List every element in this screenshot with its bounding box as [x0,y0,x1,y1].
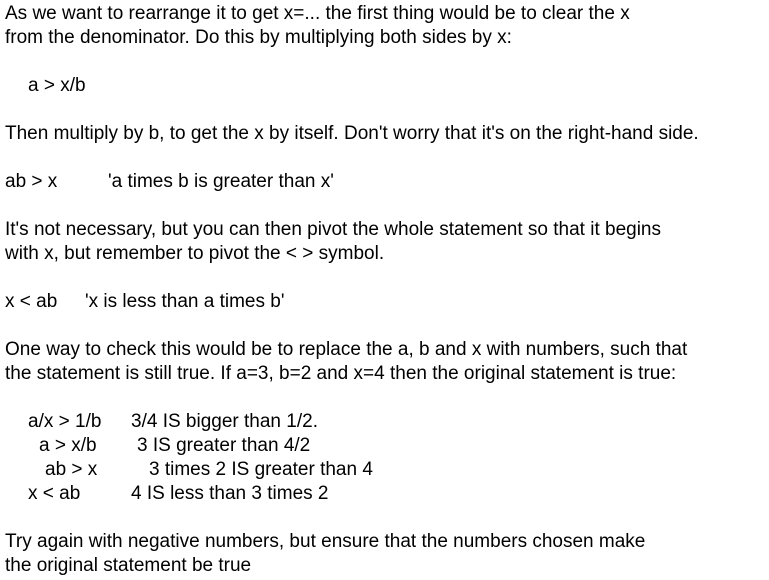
spacer [5,194,769,218]
spacer [5,98,769,122]
check-row [5,434,769,458]
step3-expression: x < ab [5,291,58,312]
spacer [5,266,769,290]
check-row [5,410,769,434]
pivot-line-2: with x, but remember to pivot the < > symbol. [5,243,385,264]
spacer [5,50,769,74]
pivot-line-1: It's not necessary, but you can then pivot the whole statement so that it begins [5,219,661,240]
closing-line-1: Try again with negative numbers, but ensure that the numbers chosen make [5,531,646,552]
check-line-1: One way to check this would be to replace the a, b and x with numbers, such that [5,339,688,360]
check-expression: x < ab [28,483,81,504]
step2-expression: ab > x [5,171,58,192]
intro-line-2: from the denominator. Do this by multiplying both sides by x: [5,27,512,48]
check-note: 3 IS greater than 4/2 [137,435,311,456]
spacer [5,506,769,530]
step3-comment: 'x is less than a times b' [85,291,285,312]
step1-row [5,74,769,98]
check-expression: a > x/b [39,435,97,456]
check-expression: a/x > 1/b [28,411,102,432]
check-line-2: the statement is still true. If a=3, b=2 and x=4 then the original statement is true: [5,363,677,384]
step2-comment: 'a times b is greater than x' [108,171,334,192]
step2-row [5,170,769,194]
check-note: 4 IS less than 3 times 2 [131,483,329,504]
spacer [5,146,769,170]
spacer [5,386,769,410]
check-row [5,458,769,482]
intro-line-1: As we want to rearrange it to get x=... the first thing would be to clear the x [5,3,630,24]
document-body [5,2,769,578]
check-note: 3/4 IS bigger than 1/2. [131,411,318,432]
check-expression: ab > x [45,459,98,480]
step3-row [5,290,769,314]
step2-text: Then multiply by b, to get the x by itself. Don't worry that it's on the right-hand side. [5,123,699,144]
spacer [5,314,769,338]
closing-line-2: the original statement be true [5,555,252,576]
check-note: 3 times 2 IS greater than 4 [149,459,373,480]
check-row [5,482,769,506]
step1-expression: a > x/b [28,75,86,96]
